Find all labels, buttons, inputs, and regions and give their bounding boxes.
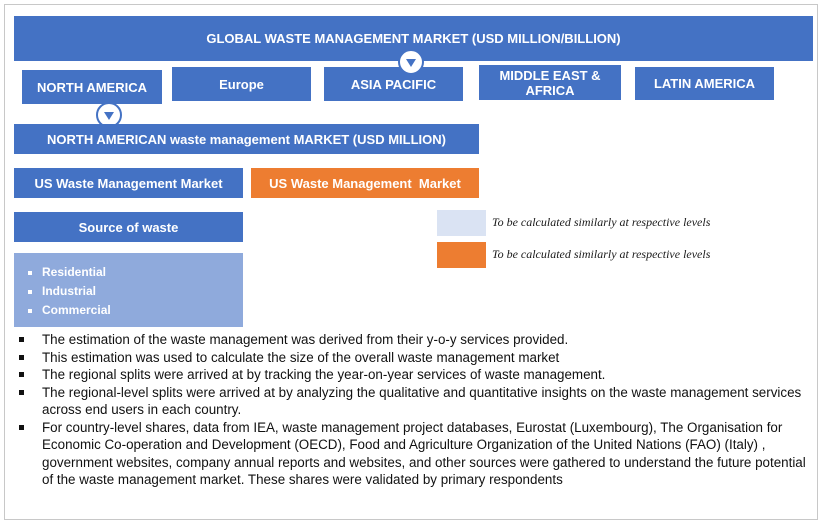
source-of-waste-list xyxy=(14,253,243,327)
list-item: This estimation was used to calculate the size of the overall waste management market xyxy=(18,349,808,367)
legend-swatch-light-blue xyxy=(437,210,486,236)
region-north-america xyxy=(22,70,162,104)
region-label: ASIA PACIFIC xyxy=(350,76,437,92)
down-arrow-circle-icon xyxy=(398,49,424,75)
legend-swatch-orange xyxy=(437,242,486,268)
square-bullet-icon xyxy=(19,425,24,430)
source-of-waste-title: Source of waste xyxy=(78,219,179,235)
square-bullet-icon xyxy=(19,372,24,377)
source-of-waste-box xyxy=(14,212,243,242)
list-item: For country-level shares, data from IEA, waste management project databases, Eurostat (Luxembourg), The Organisation for Economic Co-operation and Development (OECD), Food and Agriculture Organization of the United Nations (FAO) (Italy) , government websites, company annual reports and websites, and other sources were gathered to understand the future potential of the waste management market. These shares were validated by primary respondents xyxy=(18,419,808,489)
us-market-label: US Waste Management Market xyxy=(269,175,461,191)
list-item: Industrial xyxy=(28,282,243,301)
list-item: Commercial xyxy=(28,301,243,320)
square-bullet-icon xyxy=(19,390,24,395)
square-bullet-icon xyxy=(28,271,32,275)
region-middle-east-africa xyxy=(479,65,621,100)
region-latin-america xyxy=(635,67,774,100)
region-europe xyxy=(172,67,311,101)
methodology-notes xyxy=(18,331,808,489)
global-market-title: GLOBAL WASTE MANAGEMENT MARKET (USD MILLION/BILLION) xyxy=(206,31,621,46)
region-label: Europe xyxy=(219,76,264,92)
region-label: MIDDLE EAST & AFRICA xyxy=(499,67,601,98)
us-market-box xyxy=(14,168,243,198)
square-bullet-icon xyxy=(19,337,24,342)
list-item: The regional-level splits were arrived at by analyzing the qualitative and quantitative insights on the waste management services across end users in each country. xyxy=(18,384,808,419)
us-market-label: US Waste Management Market xyxy=(34,175,223,191)
square-bullet-icon xyxy=(19,355,24,360)
region-label: NORTH AMERICA xyxy=(36,79,147,95)
north-american-market-title: NORTH AMERICAN waste management MARKET (USD MILLION) xyxy=(47,131,446,147)
list-item: The estimation of the waste management was derived from their y-o-y services provided. xyxy=(18,331,808,349)
north-american-market-box xyxy=(14,124,479,154)
region-asia-pacific xyxy=(324,67,463,101)
legend-text: To be calculated similarly at respective levels xyxy=(492,247,711,261)
square-bullet-icon xyxy=(28,309,32,313)
legend-text: To be calculated similarly at respective levels xyxy=(492,215,711,229)
list-item: Residential xyxy=(28,263,243,282)
square-bullet-icon xyxy=(28,290,32,294)
region-label: LATIN AMERICA xyxy=(653,76,756,91)
us-market-box-orange xyxy=(251,168,479,198)
list-item: The regional splits were arrived at by tracking the year-on-year services of waste management. xyxy=(18,366,808,384)
